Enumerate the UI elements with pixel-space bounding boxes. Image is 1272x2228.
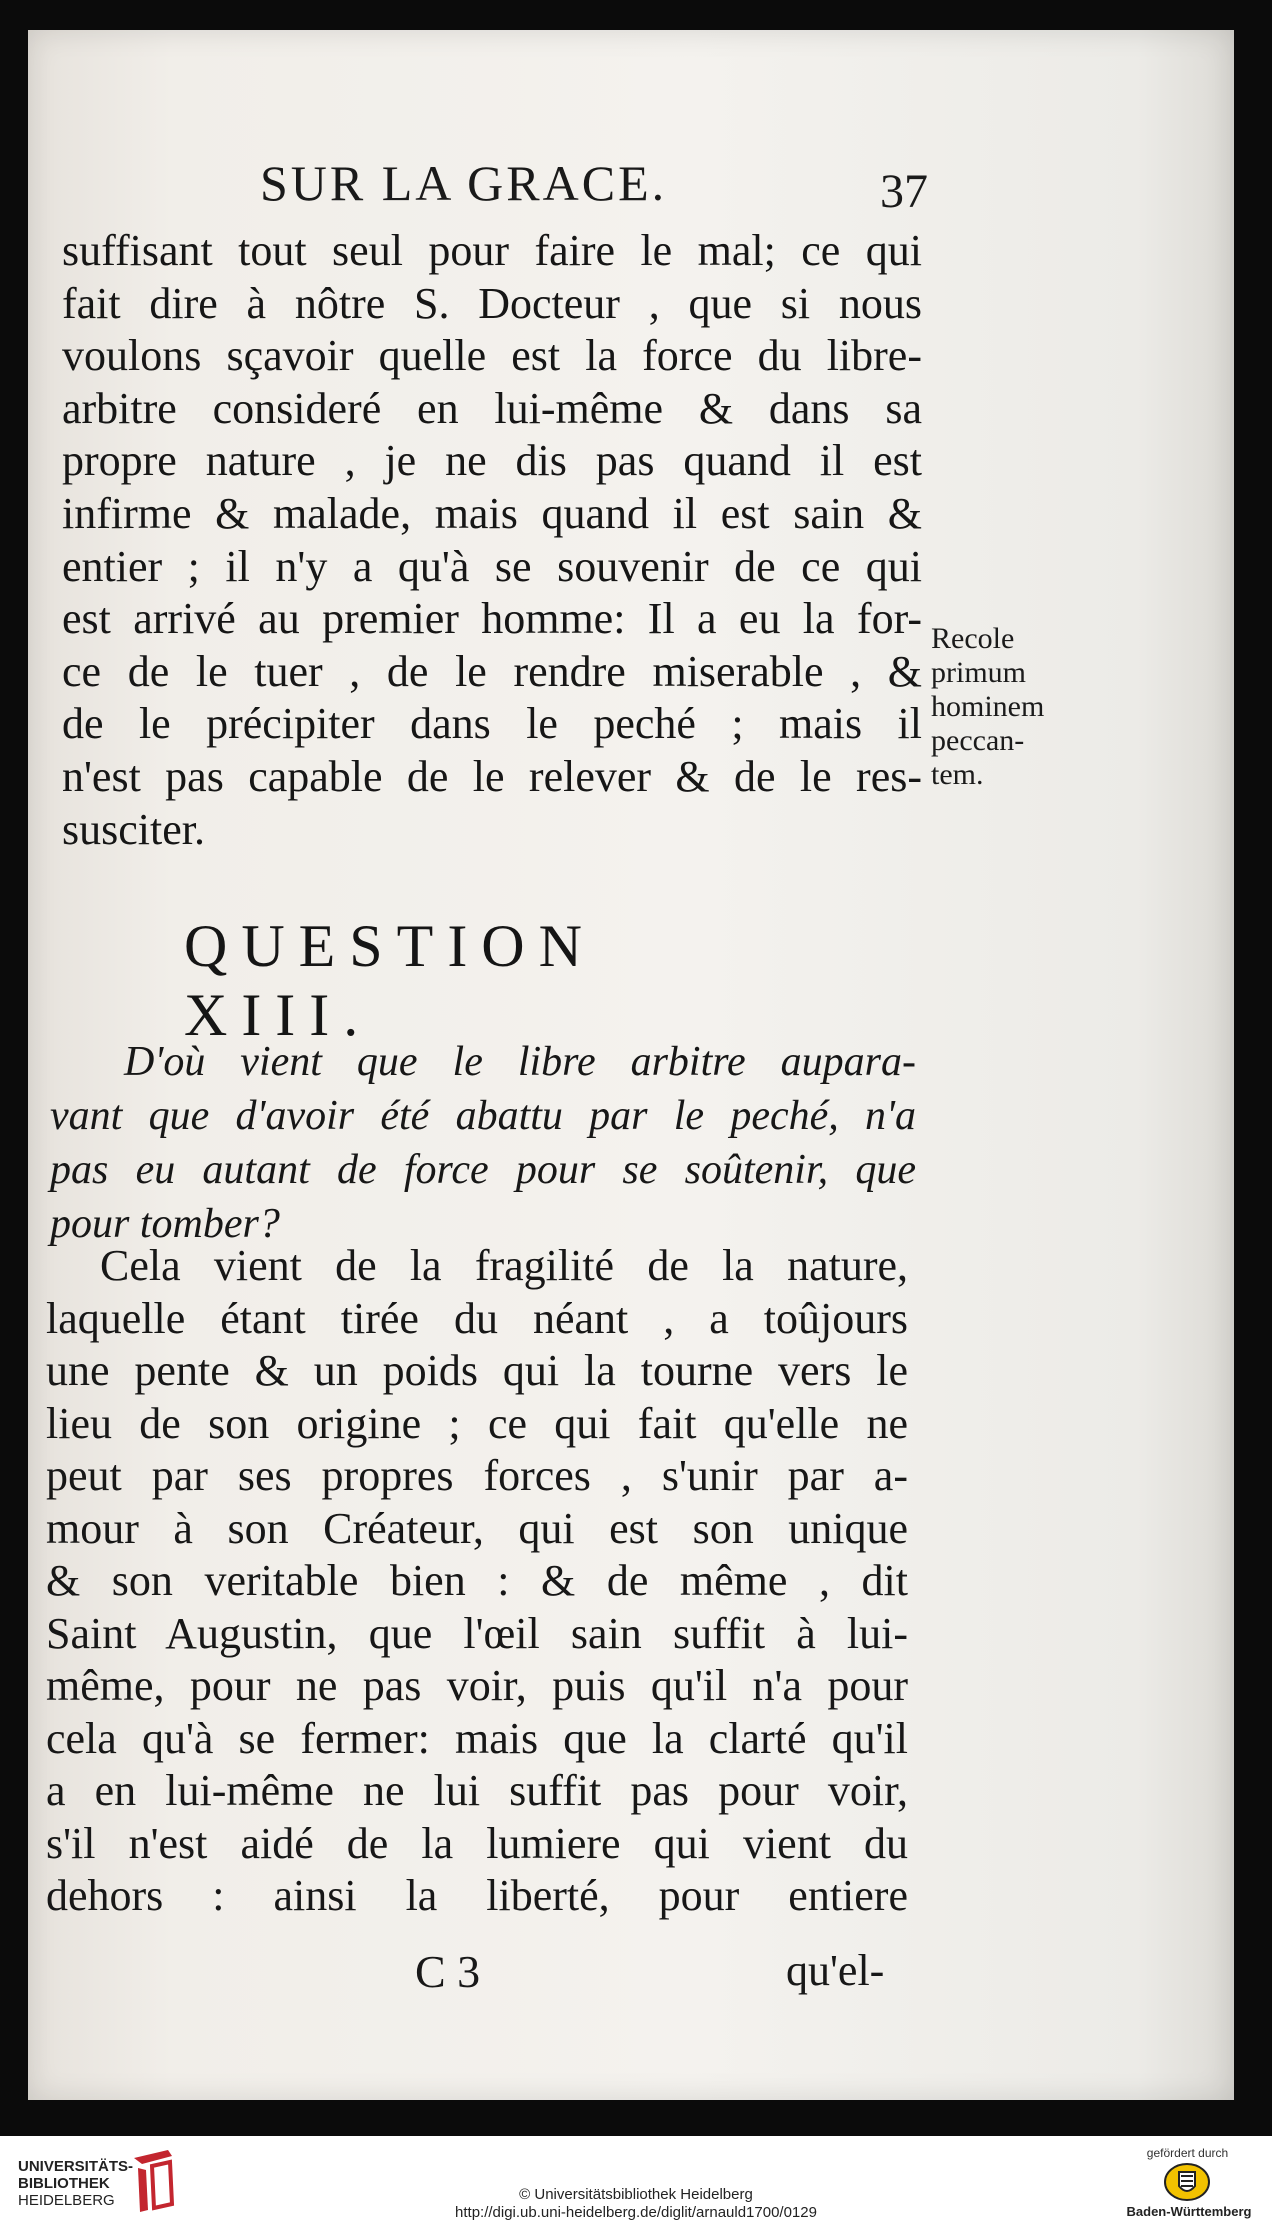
text-line: a en lui-même ne lui suffit pas pour voir, bbox=[46, 1766, 908, 1815]
running-head: SUR LA GRACE. bbox=[260, 155, 668, 211]
text-line: même, pour ne pas voir, puis qu'il n'a pour bbox=[46, 1661, 908, 1710]
sponsor-name[interactable]: Baden-Württemberg bbox=[1126, 2204, 1252, 2219]
copyright-text: © Universitätsbibliothek Heidelberg bbox=[519, 2186, 753, 2203]
text-line: cela qu'à se fermer: mais que la clarté qu'il bbox=[46, 1713, 908, 1763]
text-line: laquelle étant tirée du néant , a toûjours bbox=[46, 1293, 908, 1343]
text-line: Cela vient de la fragilité de la nature, bbox=[100, 1241, 908, 1290]
margin-note-line: peccan- bbox=[931, 724, 1025, 757]
text-line: infirme & malade, mais quand il est sain & bbox=[62, 488, 922, 538]
text-line: susciter. bbox=[62, 804, 205, 854]
text-line: Saint Augustin, que l'œil sain suffit à lui- bbox=[46, 1608, 908, 1658]
text-line: fait dire à nôtre S. Docteur , que si nous bbox=[62, 278, 922, 328]
text-line: arbitre consideré en lui-même & dans sa bbox=[62, 383, 922, 433]
page-number: 37 bbox=[880, 165, 928, 218]
margin-note-line: Recole bbox=[931, 622, 1015, 655]
question-text bbox=[50, 1035, 916, 1251]
text-line: voulons sçavoir quelle est la force du libre- bbox=[62, 331, 922, 381]
question-line: pour tomber? bbox=[50, 1201, 280, 1247]
text-line: entier ; il n'y a qu'à se souvenir de ce qui bbox=[62, 541, 922, 591]
text-line: de le précipiter dans le peché ; mais il bbox=[62, 699, 922, 749]
library-name-line: BIBLIOTHEK bbox=[18, 2175, 110, 2192]
text-line: peut par ses propres forces , s'unir par a- bbox=[46, 1451, 908, 1500]
text-line: ce de le tuer , de le rendre miserable , & bbox=[62, 646, 922, 696]
text-line: dehors : ainsi la liberté, pour entiere bbox=[46, 1871, 908, 1920]
text-line: & son veritable bien : & de même , dit bbox=[46, 1556, 908, 1605]
margin-note-line: hominem bbox=[931, 690, 1045, 723]
sponsor-label: gefördert durch bbox=[1146, 2146, 1229, 2160]
signature-mark: C 3 bbox=[415, 1946, 481, 1997]
text-line: lieu de son origine ; ce qui fait qu'elle ne bbox=[46, 1398, 908, 1448]
question-heading: QUESTION XIII. bbox=[184, 913, 596, 1048]
text-line: propre nature , je ne dis pas quand il est bbox=[62, 436, 922, 486]
margin-note-line: tem. bbox=[931, 758, 984, 791]
text-line: une pente & un poids qui la tourne vers le bbox=[46, 1346, 908, 1395]
paragraph-continuation bbox=[62, 225, 922, 856]
text-line: mour à son Créateur, qui est son unique bbox=[46, 1503, 908, 1553]
text-line: n'est pas capable de le relever & de le res- bbox=[62, 751, 922, 801]
answer-paragraph bbox=[46, 1240, 908, 1923]
question-line: D'où vient que le libre arbitre aupara- bbox=[124, 1039, 916, 1085]
text-line: est arrivé au premier homme: Il a eu la for- bbox=[62, 594, 922, 644]
question-line: vant que d'avoir été abattu par le peché, n'a bbox=[50, 1093, 916, 1139]
coat-of-arms-icon bbox=[1163, 2162, 1211, 2202]
page-header bbox=[180, 118, 940, 218]
viewer-footer bbox=[0, 2136, 1272, 2228]
margin-note bbox=[931, 622, 1071, 792]
permalink[interactable]: http://digi.ub.uni-heidelberg.de/diglit/arnauld1700/0129 bbox=[455, 2204, 817, 2221]
text-line: suffisant tout seul pour faire le mal; ce qui bbox=[62, 226, 922, 275]
catchword: qu'el- bbox=[786, 1946, 885, 1995]
margin-note-line: primum bbox=[931, 656, 1026, 689]
library-name-line: HEIDELBERG bbox=[18, 2192, 115, 2209]
library-name-line: UNIVERSITÄTS- bbox=[18, 2158, 134, 2175]
copyright-block bbox=[0, 2186, 1272, 2222]
text-line: s'il n'est aidé de la lumiere qui vient du bbox=[46, 1818, 908, 1868]
question-line: pas eu autant de force pour se soûtenir, que bbox=[50, 1147, 916, 1193]
